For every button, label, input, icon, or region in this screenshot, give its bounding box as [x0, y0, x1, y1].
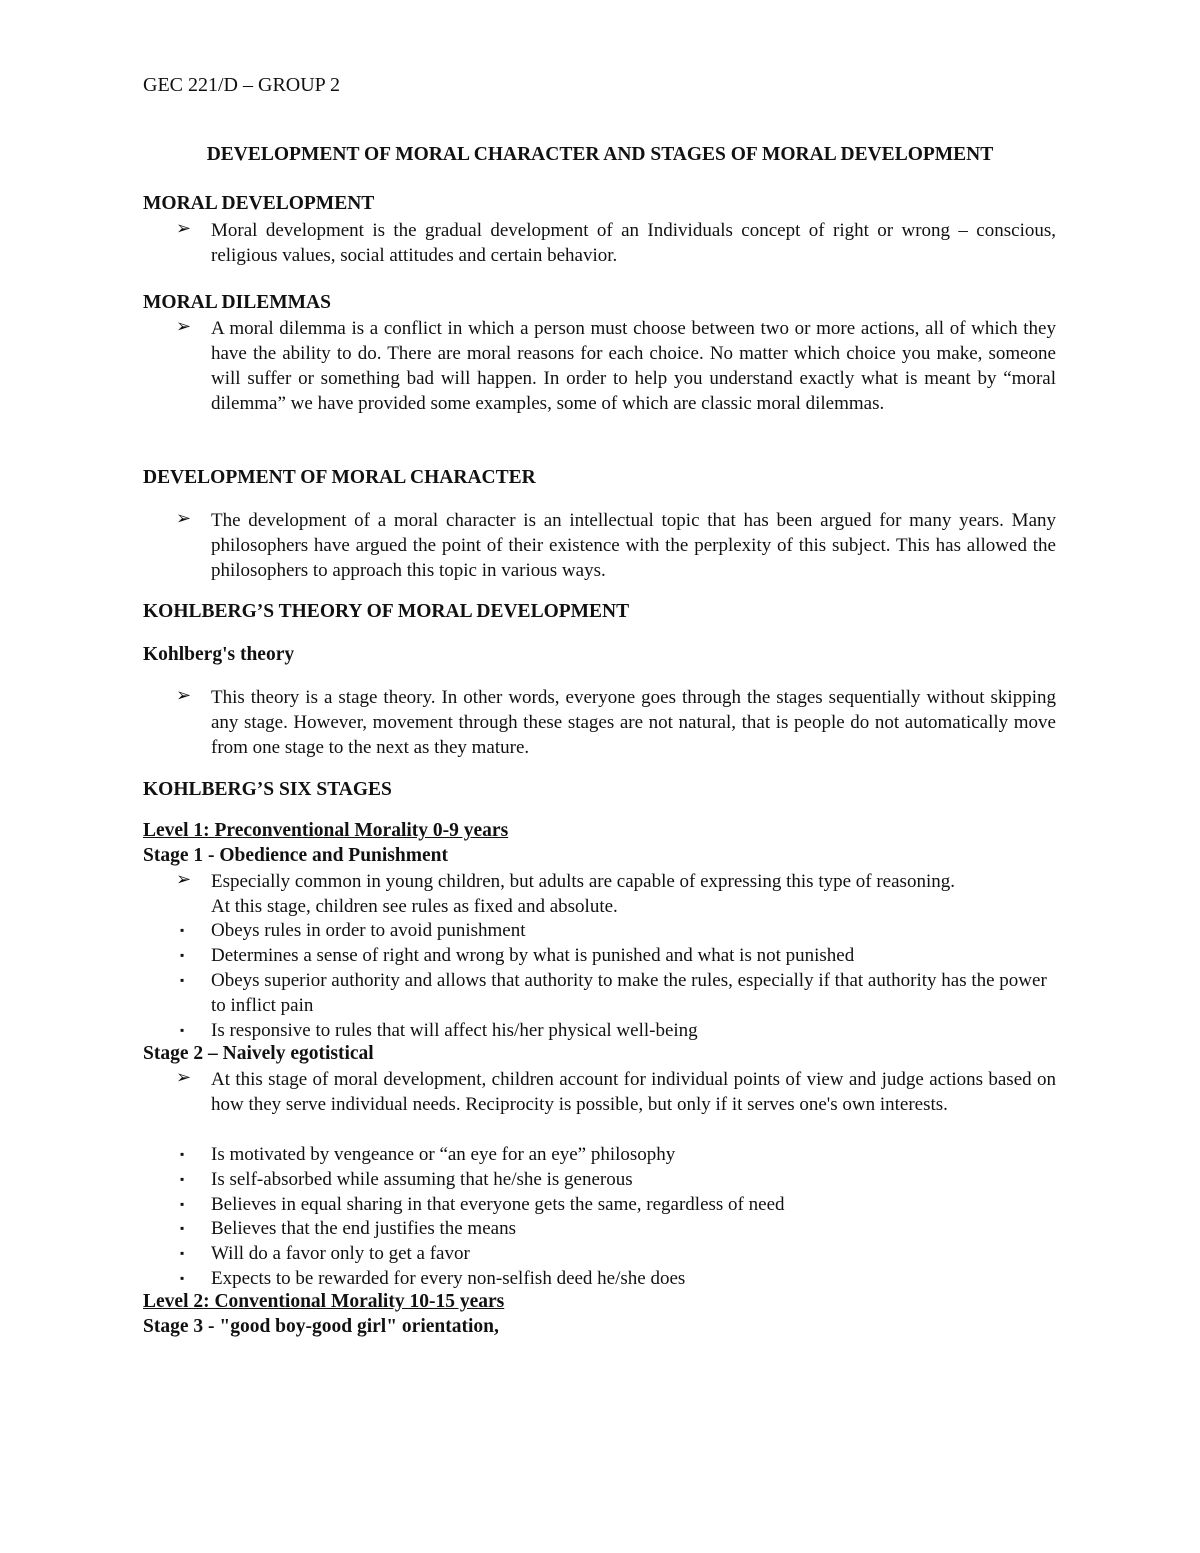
document-title: DEVELOPMENT OF MORAL CHARACTER AND STAGES OF MORAL DEVELOPMENT — [206, 144, 994, 165]
list-item — [176, 968, 1056, 1018]
stage-3-heading: Stage 3 - "good boy-good girl" orientation, — [143, 1316, 499, 1337]
list-item — [176, 1167, 1056, 1192]
list-item — [176, 218, 1056, 268]
square-bullet-icon: ▪ — [180, 1221, 185, 1235]
square-bullet-icon: ▪ — [180, 923, 185, 937]
subheading-kohlbergs-theory: Kohlberg's theory — [143, 644, 295, 665]
bullet-text: Believes in equal sharing in that everyone gets the same, regardless of need — [211, 1194, 785, 1215]
paragraph: Especially common in young children, but adults are capable of expressing this type of reasoning. At this stage, children see rules as fixed and absolute. — [211, 871, 955, 917]
list-item — [176, 918, 1056, 943]
square-bullet-icon: ▪ — [180, 973, 185, 987]
level-1-heading: Level 1: Preconventional Morality 0-9 years — [143, 820, 509, 841]
bullet-text: Will do a favor only to get a favor — [211, 1243, 470, 1264]
list-item — [176, 1018, 1056, 1043]
bullet-text: Determines a sense of right and wrong by what is punished and what is not punished — [211, 945, 855, 966]
list-item — [176, 1216, 1056, 1241]
paragraph: The development of a moral character is an intellectual topic that has been argued for many years. Many philosophers have argued the point of their existence with the perplexity of this subject. This has allowed the philosophers to approach this topic in various ways. — [211, 510, 1056, 581]
arrow-bullet-icon: ➢ — [176, 685, 192, 705]
paragraph: A moral dilemma is a conflict in which a person must choose between two or more actions, all of which they have the ability to do. There are moral reasons for each choice. No matter which choice you make, someone will suffer or something bad will happen. In order to help you understand exactly what is meant by “moral dilemma” we have provided some examples, some of which are classic moral dilemmas. — [211, 318, 1056, 414]
list-item — [176, 869, 1056, 919]
section-heading-kohlberg-theory: KOHLBERG’S THEORY OF MORAL DEVELOPMENT — [143, 601, 630, 622]
arrow-bullet-icon: ➢ — [176, 1067, 192, 1087]
list-item — [176, 1192, 1056, 1217]
paragraph: This theory is a stage theory. In other words, everyone goes through the stages sequentially without skipping any stage. However, movement through these stages are not natural, that is people do not automatically move from one stage to the next as they mature. — [211, 687, 1056, 758]
list-item — [176, 1266, 1056, 1291]
square-bullet-icon: ▪ — [180, 1197, 185, 1211]
list-item — [176, 316, 1056, 416]
list-item — [176, 1067, 1056, 1117]
square-bullet-icon: ▪ — [180, 1172, 185, 1186]
list-item — [176, 943, 1056, 968]
square-bullet-icon: ▪ — [180, 948, 185, 962]
bullet-text: Obeys superior authority and allows that authority to make the rules, especially if that authority has the power to inflict pain — [211, 970, 1047, 1016]
level-2-heading: Level 2: Conventional Morality 10-15 years — [143, 1291, 505, 1312]
list-item — [176, 1241, 1056, 1266]
arrow-bullet-icon: ➢ — [176, 508, 192, 528]
list-item — [176, 508, 1056, 583]
list-item — [176, 685, 1056, 760]
list-item — [176, 1142, 1056, 1167]
arrow-bullet-icon: ➢ — [176, 218, 192, 238]
paragraph: Moral development is the gradual development of an Individuals concept of right or wrong – conscious, religious values, social attitudes and certain behavior. — [211, 220, 1056, 266]
stage-1-heading: Stage 1 - Obedience and Punishment — [143, 845, 448, 866]
section-heading-moral-development: MORAL DEVELOPMENT — [143, 193, 375, 214]
bullet-text: Expects to be rewarded for every non-selfish deed he/she does — [211, 1268, 686, 1289]
stage-2-heading: Stage 2 – Naively egotistical — [143, 1043, 374, 1064]
bullet-text: Is responsive to rules that will affect his/her physical well-being — [211, 1020, 698, 1041]
square-bullet-icon: ▪ — [180, 1147, 185, 1161]
arrow-bullet-icon: ➢ — [176, 869, 192, 889]
square-bullet-icon: ▪ — [180, 1271, 185, 1285]
bullet-text: Believes that the end justifies the means — [211, 1218, 516, 1239]
square-bullet-icon: ▪ — [180, 1023, 185, 1037]
section-heading-six-stages: KOHLBERG’S SIX STAGES — [143, 779, 392, 800]
bullet-text: Obeys rules in order to avoid punishment — [211, 920, 526, 941]
arrow-bullet-icon: ➢ — [176, 316, 192, 336]
bullet-text: Is motivated by vengeance or “an eye for an eye” philosophy — [211, 1144, 676, 1165]
paragraph: At this stage of moral development, children account for individual points of view and judge actions based on how they serve individual needs. Reciprocity is possible, but only if it serves one's own interests. — [211, 1069, 1056, 1115]
section-heading-moral-dilemmas: MORAL DILEMMAS — [143, 292, 331, 313]
section-heading-moral-character: DEVELOPMENT OF MORAL CHARACTER — [143, 467, 536, 488]
bullet-text: Is self-absorbed while assuming that he/she is generous — [211, 1169, 633, 1190]
course-header: GEC 221/D – GROUP 2 — [143, 74, 341, 96]
square-bullet-icon: ▪ — [180, 1246, 185, 1260]
